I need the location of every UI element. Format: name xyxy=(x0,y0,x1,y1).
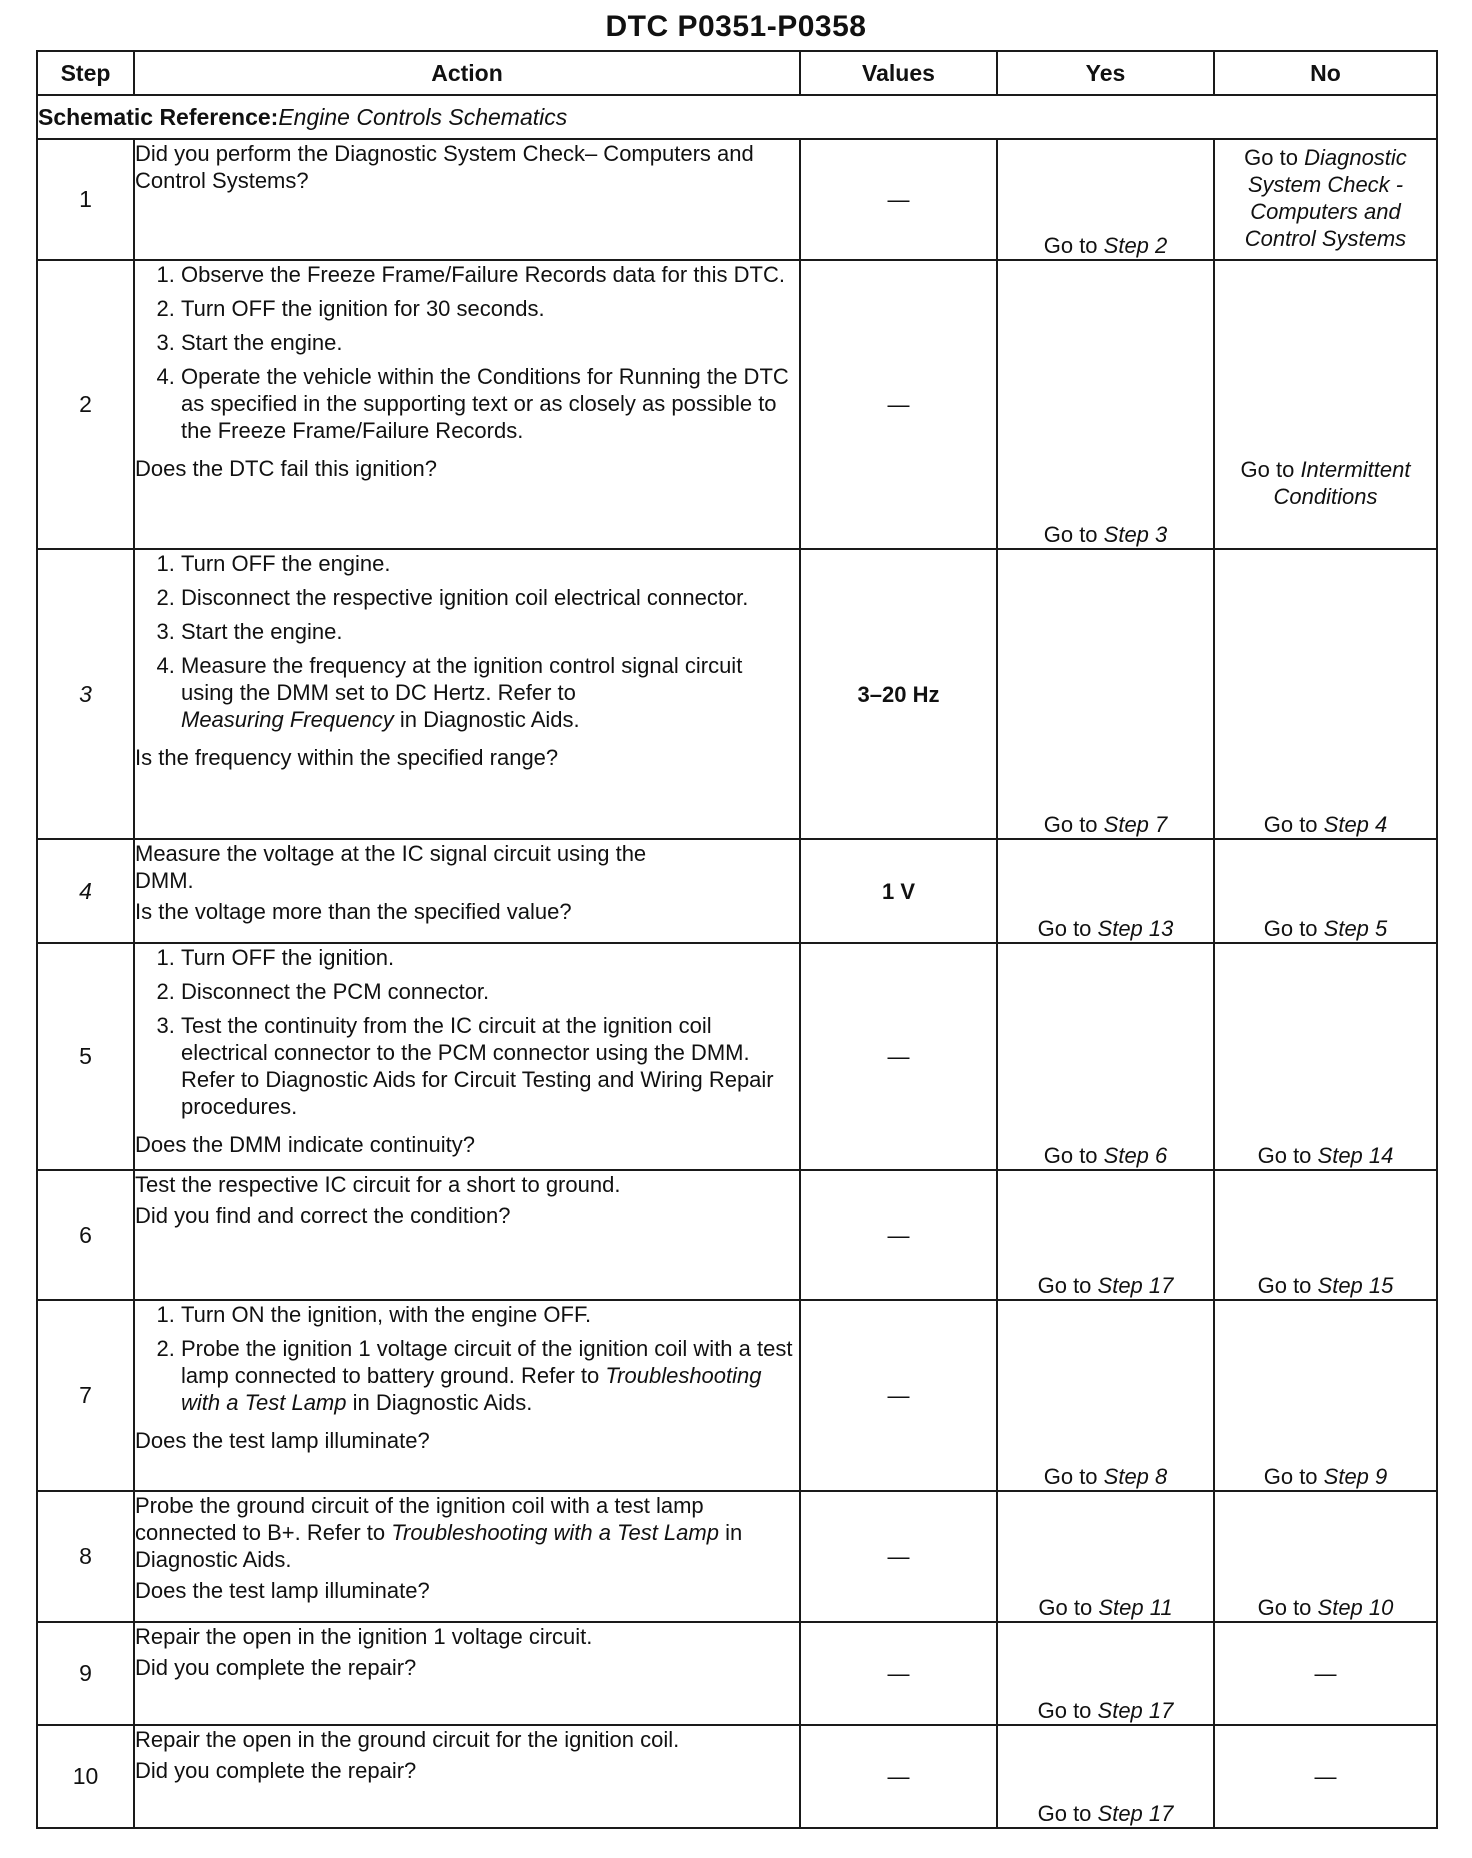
yes-prefix: Go to xyxy=(1043,233,1104,258)
no-prefix: Go to xyxy=(1263,812,1324,837)
header-step: Step xyxy=(37,51,134,95)
action-step: Measure the frequency at the ignition control signal circuit using the DMM set to DC Hertz. Refer to xyxy=(181,653,743,705)
yes-link[interactable]: Step 6 xyxy=(1103,1143,1168,1168)
value-cell: — xyxy=(800,943,997,1170)
yes-link[interactable]: Step 17 xyxy=(1097,1801,1174,1826)
action-question: Does the test lamp illuminate? xyxy=(135,1428,430,1453)
value-cell: — xyxy=(800,260,997,549)
yes-cell xyxy=(997,839,1214,943)
no-link[interactable]: Step 15 xyxy=(1317,1273,1394,1298)
action-steps xyxy=(135,1301,799,1423)
reference-link[interactable]: Troubleshooting with a Test Lamp xyxy=(181,1363,762,1415)
value-cell: — xyxy=(800,1622,997,1725)
action-step-compound xyxy=(181,1335,799,1416)
schematic-reference-row xyxy=(37,95,1437,139)
action-question: Is the voltage more than the specified value? xyxy=(135,899,572,924)
yes-cell xyxy=(997,1622,1214,1725)
table-row xyxy=(37,1725,1437,1828)
table-row xyxy=(37,1491,1437,1622)
yes-cell xyxy=(997,943,1214,1170)
no-link[interactable]: Step 4 xyxy=(1323,812,1388,837)
step-number: 3 xyxy=(37,549,134,839)
no-link[interactable]: Step 14 xyxy=(1317,1143,1394,1168)
table-row xyxy=(37,260,1437,549)
yes-link[interactable]: Step 13 xyxy=(1097,916,1174,941)
action-step: 2. Disconnect the PCM connector. xyxy=(181,978,799,1005)
step-number: 9 xyxy=(37,1622,134,1725)
action-text: Did you perform the Diagnostic System Check– Computers and Control Systems? xyxy=(135,141,754,193)
step-number: 10 xyxy=(37,1725,134,1828)
action-step: 1. Turn OFF the ignition. xyxy=(181,944,799,971)
action-text: Measure the voltage at the IC signal circuit using the DMM. xyxy=(135,841,647,893)
no-cell xyxy=(1214,1170,1437,1300)
value-cell: — xyxy=(800,1170,997,1300)
table-row xyxy=(37,549,1437,839)
value-cell: — xyxy=(800,139,997,260)
yes-prefix: Go to xyxy=(1043,1464,1104,1489)
no-cell xyxy=(1214,260,1437,549)
yes-prefix: Go to xyxy=(1037,1698,1098,1723)
action-cell xyxy=(134,139,800,260)
yes-link[interactable]: Step 8 xyxy=(1103,1464,1168,1489)
yes-prefix: Go to xyxy=(1037,1801,1098,1826)
action-text-head: Probe the ground circuit of the ignition coil with a test lamp connected to B+. Refer to xyxy=(135,1493,704,1545)
header-no: No xyxy=(1214,51,1437,95)
yes-cell xyxy=(997,260,1214,549)
header-values: Values xyxy=(800,51,997,95)
value-cell: 3–20 Hz xyxy=(800,549,997,839)
yes-link[interactable]: Step 11 xyxy=(1098,1595,1173,1620)
value-cell: — xyxy=(800,1300,997,1491)
no-prefix: Go to xyxy=(1244,145,1305,170)
yes-link[interactable]: Step 3 xyxy=(1103,522,1168,547)
action-step-tail: in Diagnostic Aids. xyxy=(346,1390,533,1415)
no-prefix: Go to xyxy=(1257,1595,1318,1620)
action-step: 1. Observe the Freeze Frame/Failure Records data for this DTC. xyxy=(181,261,799,288)
value-cell: 1 V xyxy=(800,839,997,943)
header-yes: Yes xyxy=(997,51,1214,95)
no-cell xyxy=(1214,1300,1437,1491)
no-cell xyxy=(1214,943,1437,1170)
table-row xyxy=(37,943,1437,1170)
action-cell xyxy=(134,1170,800,1300)
table-row xyxy=(37,139,1437,260)
step-number: 2 xyxy=(37,260,134,549)
value-cell: — xyxy=(800,1725,997,1828)
no-cell: — xyxy=(1214,1622,1437,1725)
no-cell xyxy=(1214,549,1437,839)
action-cell xyxy=(134,839,800,943)
yes-cell xyxy=(997,1491,1214,1622)
yes-prefix: Go to xyxy=(1037,916,1098,941)
table-row xyxy=(37,1170,1437,1300)
yes-cell xyxy=(997,1300,1214,1491)
action-question: Does the DMM indicate continuity? xyxy=(135,1132,475,1157)
value-cell: — xyxy=(800,1491,997,1622)
header-row xyxy=(37,51,1437,95)
action-cell xyxy=(134,1300,800,1491)
action-question: Did you complete the repair? xyxy=(135,1758,417,1783)
reference-link[interactable]: Measuring Frequency xyxy=(181,707,394,732)
action-step: 4. Operate the vehicle within the Conditions for Running the DTC as specified in the supporting text or as closely as possible to the Freeze Frame/Failure Records. xyxy=(181,363,799,444)
action-step: Probe the ignition 1 voltage circuit of the ignition coil with a test lamp connected to battery ground. Refer to xyxy=(181,1336,793,1388)
action-cell xyxy=(134,260,800,549)
action-cell xyxy=(134,549,800,839)
page-title: DTC P0351-P0358 xyxy=(605,10,867,43)
table-row xyxy=(37,1622,1437,1725)
action-text-tail: in Diagnostic Aids. xyxy=(135,1520,743,1572)
no-link[interactable]: Intermittent Conditions xyxy=(1273,457,1411,509)
no-prefix: Go to xyxy=(1263,1464,1324,1489)
action-text: Test the respective IC circuit for a short to ground. xyxy=(135,1172,621,1197)
yes-prefix: Go to xyxy=(1043,812,1104,837)
no-link[interactable]: Diagnostic System Check - xyxy=(1247,145,1407,197)
yes-prefix: Go to xyxy=(1037,1273,1098,1298)
action-step: 2. Turn OFF the ignition for 30 seconds. xyxy=(181,295,799,322)
yes-prefix: Go to xyxy=(1043,522,1104,547)
step-number: 7 xyxy=(37,1300,134,1491)
table-row xyxy=(37,1300,1437,1491)
action-question: Did you complete the repair? xyxy=(135,1655,417,1680)
action-text: Repair the open in the ignition 1 voltage circuit. xyxy=(135,1624,593,1649)
schematic-reference xyxy=(37,95,1437,139)
no-cell xyxy=(1214,839,1437,943)
yes-cell xyxy=(997,1725,1214,1828)
no-link[interactable]: Step 5 xyxy=(1323,916,1388,941)
action-question: Does the test lamp illuminate? xyxy=(135,1578,430,1603)
yes-prefix: Go to xyxy=(1038,1595,1099,1620)
action-steps xyxy=(135,550,799,740)
step-number: 6 xyxy=(37,1170,134,1300)
action-text xyxy=(135,1492,799,1573)
step-number: 5 xyxy=(37,943,134,1170)
no-prefix: Go to xyxy=(1263,916,1324,941)
no-prefix: Go to xyxy=(1257,1273,1318,1298)
action-step-tail: in Diagnostic Aids. xyxy=(393,707,580,732)
action-step: 1. Turn ON the ignition, with the engine OFF. xyxy=(181,1301,799,1328)
action-question: Does the DTC fail this ignition? xyxy=(135,456,438,481)
step-number: 4 xyxy=(37,839,134,943)
action-step-compound xyxy=(181,652,799,733)
yes-cell xyxy=(997,1170,1214,1300)
schematic-link[interactable]: Engine Controls Schematics xyxy=(278,103,568,130)
yes-cell xyxy=(997,139,1214,260)
no-link[interactable]: Step 10 xyxy=(1317,1595,1394,1620)
table-row xyxy=(37,839,1437,943)
action-step: 2. Disconnect the respective ignition coil electrical connector. xyxy=(181,584,799,611)
no-cell xyxy=(1214,139,1437,260)
step-number: 1 xyxy=(37,139,134,260)
action-cell xyxy=(134,1622,800,1725)
action-text: Repair the open in the ground circuit for the ignition coil. xyxy=(135,1727,680,1752)
action-step: 3. Test the continuity from the IC circuit at the ignition coil electrical connector to the PCM connector using the DMM. Refer to Diagnostic Aids for Circuit Testing and Wiring Repair procedures. xyxy=(181,1012,799,1120)
no-prefix: Go to xyxy=(1257,1143,1318,1168)
action-question: Did you find and correct the condition? xyxy=(135,1203,511,1228)
action-steps xyxy=(135,944,799,1127)
action-question: Is the frequency within the specified range? xyxy=(135,745,559,770)
action-cell xyxy=(134,1491,800,1622)
reference-link[interactable]: Troubleshooting with a Test Lamp xyxy=(391,1520,719,1545)
no-cell: — xyxy=(1214,1725,1437,1828)
action-step: 3. Start the engine. xyxy=(181,329,799,356)
no-cell xyxy=(1214,1491,1437,1622)
schematic-label: Schematic Reference: xyxy=(38,103,279,130)
yes-link[interactable]: Step 2 xyxy=(1103,233,1168,258)
action-step: 3. Start the engine. xyxy=(181,618,799,645)
step-number: 8 xyxy=(37,1491,134,1622)
action-cell xyxy=(134,943,800,1170)
no-link[interactable]: Step 9 xyxy=(1323,1464,1388,1489)
yes-link[interactable]: Step 7 xyxy=(1103,812,1168,837)
yes-link[interactable]: Step 17 xyxy=(1097,1273,1174,1298)
no-link-2[interactable]: Computers and Control Systems xyxy=(1244,199,1407,251)
yes-cell xyxy=(997,549,1214,839)
action-steps xyxy=(135,261,799,451)
no-prefix: Go to xyxy=(1240,457,1301,482)
yes-prefix: Go to xyxy=(1043,1143,1104,1168)
yes-link[interactable]: Step 17 xyxy=(1097,1698,1174,1723)
header-action: Action xyxy=(134,51,800,95)
action-step: 1. Turn OFF the engine. xyxy=(181,550,799,577)
action-cell xyxy=(134,1725,800,1828)
diagnostic-table xyxy=(36,50,1438,1829)
